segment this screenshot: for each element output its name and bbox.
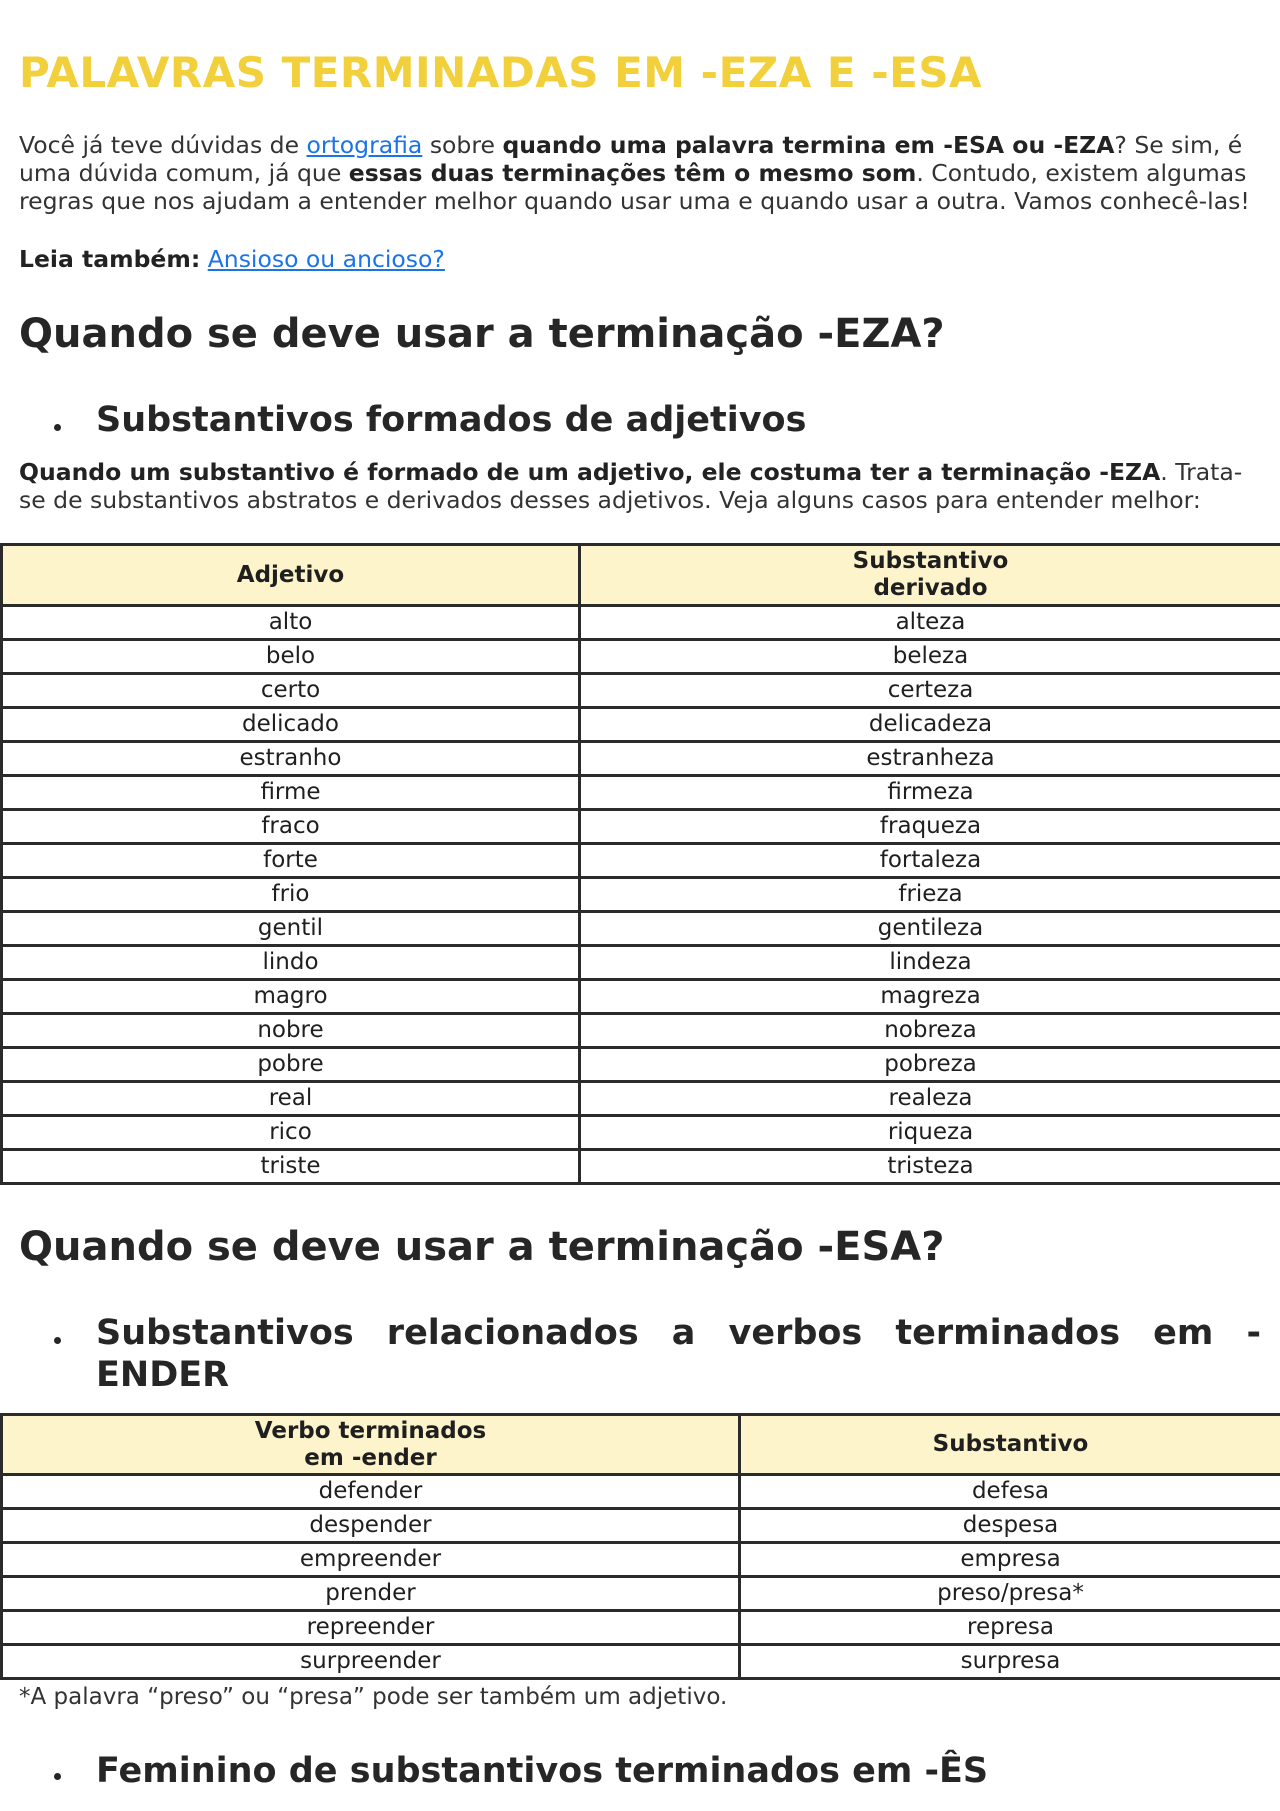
- intro-text: sobre: [422, 131, 503, 159]
- table-cell-base: gentil: [2, 912, 580, 946]
- subheading-line: ENDER: [96, 1355, 230, 1395]
- read-also: [19, 245, 1261, 273]
- table-cell-derived: despesa: [740, 1509, 1280, 1543]
- table-cell-base: forte: [2, 844, 580, 878]
- table-row: [2, 776, 1280, 810]
- table-row: [2, 1509, 1280, 1543]
- table-cell-derived: represa: [740, 1611, 1280, 1645]
- intro-paragraph: [19, 131, 1261, 215]
- eza-table-header-adjetivo: Adjetivo: [2, 545, 580, 606]
- table-row: [2, 912, 1280, 946]
- read-also-link[interactable]: Ansioso ou ancioso?: [207, 245, 445, 273]
- table-cell-derived: frieza: [580, 878, 1280, 912]
- table-cell-derived: alteza: [580, 606, 1280, 640]
- table-cell-derived: fortaleza: [580, 844, 1280, 878]
- table-cell-derived: surpresa: [740, 1645, 1280, 1679]
- table-cell-derived: beleza: [580, 640, 1280, 674]
- ortografia-link[interactable]: ortografia: [306, 131, 423, 159]
- bullet-icon: [54, 1337, 61, 1344]
- table-row: [2, 1645, 1280, 1679]
- table-cell-derived: tristeza: [580, 1150, 1280, 1184]
- table-cell-base: rico: [2, 1116, 580, 1150]
- eza-bold: Quando um: [19, 458, 179, 486]
- bullet-icon: [54, 424, 61, 431]
- intro-bold: quando uma palavra termina em -ESA ou -EZA: [502, 131, 1115, 159]
- table-row: [2, 946, 1280, 980]
- eza-text: . Trata-se de substantivos abstratos e derivados desses adjetivos. Veja alguns casos para entender melhor:: [19, 458, 1243, 514]
- intro-text: . Contudo, existem algumas regras que nos ajudam a entender melhor quando usar uma e quando usar a outra. Vamos conhecê-las!: [19, 159, 1250, 215]
- table-row: [2, 1082, 1280, 1116]
- table-cell-base: delicado: [2, 708, 580, 742]
- eza-table-header-substantivo: [580, 545, 1280, 606]
- table-cell-derived: riqueza: [580, 1116, 1280, 1150]
- table-cell-base: pobre: [2, 1048, 580, 1082]
- table-cell-base: repreender: [2, 1611, 740, 1645]
- eza-paragraph: [19, 458, 1261, 514]
- table-cell-base: estranho: [2, 742, 580, 776]
- table-row: [2, 878, 1280, 912]
- table-cell-derived: lindeza: [580, 946, 1280, 980]
- table-cell-derived: fraqueza: [580, 810, 1280, 844]
- esa-table-header-verbo: [2, 1415, 740, 1475]
- table-cell-base: belo: [2, 640, 580, 674]
- table-row: [2, 1014, 1280, 1048]
- table-cell-derived: pobreza: [580, 1048, 1280, 1082]
- eza-table: [0, 543, 1280, 1185]
- table-row: [2, 1116, 1280, 1150]
- page-title: PALAVRAS TERMINADAS EM -EZA E -ESA: [19, 48, 983, 97]
- section-esa-subheading: [96, 1312, 1261, 1396]
- table-row: [2, 844, 1280, 878]
- table-cell-base: despender: [2, 1509, 740, 1543]
- table-row: [2, 1611, 1280, 1645]
- table-cell-base: frio: [2, 878, 580, 912]
- table-row: [2, 640, 1280, 674]
- table-cell-base: real: [2, 1082, 580, 1116]
- table-cell-derived: empresa: [740, 1543, 1280, 1577]
- table-cell-derived: nobreza: [580, 1014, 1280, 1048]
- header-line: Verbo terminados: [254, 1417, 487, 1444]
- bullet-icon: [54, 1773, 61, 1780]
- table-cell-base: fraco: [2, 810, 580, 844]
- table-cell-base: certo: [2, 674, 580, 708]
- table-cell-derived: delicadeza: [580, 708, 1280, 742]
- header-line: Substantivo: [852, 548, 1009, 574]
- intro-text: Você já teve dúvidas de: [19, 131, 307, 159]
- table-cell-derived: firmeza: [580, 776, 1280, 810]
- table-cell-derived: magreza: [580, 980, 1280, 1014]
- table-row: [2, 1150, 1280, 1184]
- section-eza-subheading: Substantivos formados de adjetivos: [96, 400, 807, 440]
- table-row: [2, 980, 1280, 1014]
- table-row: [2, 606, 1280, 640]
- intro-text: ? Se sim, é uma dúvida comum, já que: [19, 131, 1243, 187]
- table-cell-derived: preso/presa*: [740, 1577, 1280, 1611]
- table-row: [2, 1048, 1280, 1082]
- table-cell-base: nobre: [2, 1014, 580, 1048]
- table-footnote: *A palavra “preso” ou “presa” pode ser também um adjetivo.: [19, 1684, 728, 1710]
- table-row: [2, 1475, 1280, 1509]
- table-row: [2, 708, 1280, 742]
- table-cell-base: alto: [2, 606, 580, 640]
- table-cell-base: magro: [2, 980, 580, 1014]
- subheading-line: Substantivos relacionados a verbos terminados em -: [96, 1313, 1261, 1353]
- table-cell-base: triste: [2, 1150, 580, 1184]
- table-cell-base: surpreender: [2, 1645, 740, 1679]
- section-es-subheading: Feminino de substantivos terminados em -ÊS: [96, 1751, 989, 1791]
- adjetivo-term: adjetivo: [577, 458, 685, 486]
- table-cell-base: empreender: [2, 1543, 740, 1577]
- section-esa-heading: Quando se deve usar a terminação -ESA?: [19, 1224, 945, 1270]
- table-cell-derived: gentileza: [580, 912, 1280, 946]
- table-cell-base: defender: [2, 1475, 740, 1509]
- table-cell-base: firme: [2, 776, 580, 810]
- eza-bold: é formado de um: [334, 458, 578, 486]
- intro-bold: essas duas terminações têm o mesmo som: [348, 159, 917, 187]
- substantivo-term: substantivo: [178, 458, 335, 486]
- header-line: em -ender: [304, 1444, 437, 1471]
- read-also-label: Leia também:: [19, 245, 201, 273]
- table-cell-derived: certeza: [580, 674, 1280, 708]
- header-line: derivado: [873, 575, 988, 601]
- table-cell-derived: realeza: [580, 1082, 1280, 1116]
- table-row: [2, 1543, 1280, 1577]
- table-cell-base: lindo: [2, 946, 580, 980]
- table-row: [2, 742, 1280, 776]
- table-cell-derived: defesa: [740, 1475, 1280, 1509]
- table-row: [2, 810, 1280, 844]
- esa-table: [0, 1413, 1280, 1680]
- section-eza-heading: Quando se deve usar a terminação -EZA?: [19, 311, 945, 357]
- esa-table-header-substantivo: Substantivo: [740, 1415, 1280, 1475]
- table-cell-derived: estranheza: [580, 742, 1280, 776]
- eza-bold: , ele costuma ter a terminação -EZA: [684, 458, 1161, 486]
- table-cell-base: prender: [2, 1577, 740, 1611]
- table-row: [2, 674, 1280, 708]
- table-row: [2, 1577, 1280, 1611]
